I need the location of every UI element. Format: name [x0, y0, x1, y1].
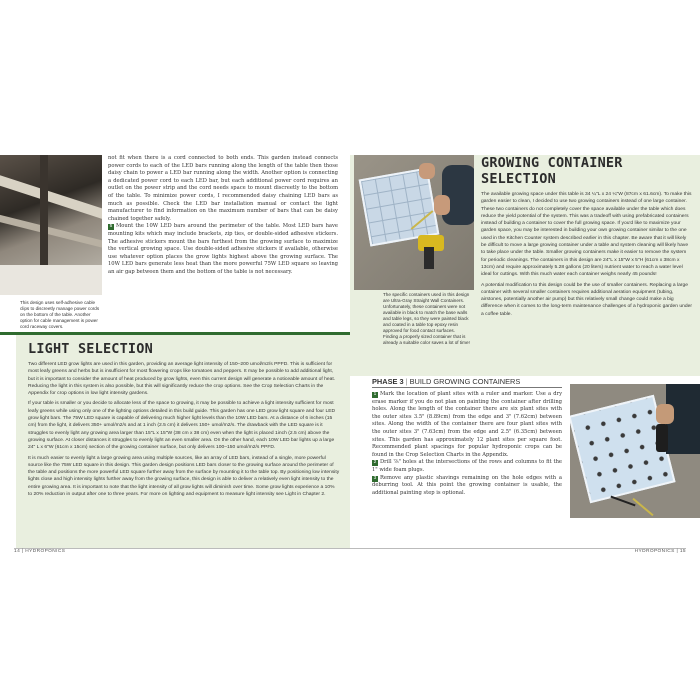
page-footer-left: 14 | HYDROPONICS — [14, 549, 66, 554]
phase-steps — [372, 391, 562, 497]
sidebar-paragraph: The available growing space under this table is 34 ¼"L x 24 ¼"W (87cm x 61.6cm). To make this garden easier to clean, I decided to use two growing containers instead of one large container. These two containers do not completely cover the space available under the table which does reduce the yield potential of the system. This was a tradeoff with using prefabricated containers instead of building a container to cover the full growing space. If you'd like to maximize your garden space, you may be interested in building your own growing container similar to the one used in the Kitchen Counter system described earlier in this chapter. Be aware that it will likely be difficult to move a large growing container under a table and system cleaning will likely have to take place under the table. Smaller growing containers make it easier to remove the system for periodic cleanings. The containers in this design are 24"L x 15"W x 5"H (61cm x 38cm x 13cm) and require approximately 5.28 gallons (20 liters) nutrient water to reach a water level ideal for cuttings. With this much water each container weighs nearly 45 pounds! — [481, 192, 692, 278]
phase-separator: | — [405, 377, 408, 386]
section-title: LIGHT SELECTION — [28, 341, 153, 357]
right-photo-caption: The specific containers used in this design are Ultra-Gray Straight Wall Containers. Unfortunately, these containers were not available in black to match the base walls and table legs, so they were painted black and coated in a table top epoxy resin approved for food contact surfaces. Finding a properly sized container that is already a suitable color saves a lot of time! — [383, 292, 470, 345]
phase-title: BUILD GROWING CONTAINERS — [409, 377, 521, 386]
step-text: Remove any plastic shavings remaining on the hole edges with a deburring tool. At this point the growing container is usable, the additional painting step is optional. — [372, 474, 562, 496]
step-number-badge: 5 — [109, 224, 113, 230]
sidebar-paragraph: Two different LED grow lights are used in this garden, providing an average light intensity of 150–200 umol/m2/s PPFD. This is sufficient for most leafy greens and herbs but is insufficient for most flowering crops like tomatoes and peppers. It may be possible to add additional light, but it is important to consider the amount of heat produced by grow lights, even this current design will generate a noticeable amount of heat. Reducing the light in this system is also possible, but this will significantly reduce the crop options. See the Crop Selection Charts in the Appendix for crop options in low light intensity gardens. — [28, 362, 336, 397]
drilling-container-photo — [354, 155, 474, 290]
deburring-container-photo — [570, 384, 700, 518]
page-footer-right: HYDROPONICS | 15 — [634, 549, 686, 554]
growing-container-text — [481, 155, 693, 321]
step-number-badge: 1 — [373, 392, 377, 397]
light-selection-sidebar — [16, 335, 350, 548]
step-paragraph — [372, 475, 562, 498]
section-title: GROWING CONTAINER SELECTION — [481, 155, 623, 187]
step-number-badge: 3 — [373, 475, 377, 481]
body-paragraph: not fit when there is a cord connected to both ends. This garden instead connects power cords to each of the LED bars running along the length of the table then those daisy chain to power a LED bar running along the width. Another option is connecting a dedicated power cord to each LED bar, but each additional power cord requires an outlet on the power strip and the cord needs space to mount discreetly to the bottom of the table. To minimize power cords, I recommended daisy chaining LED bars as much as possible. Check the LED bar installation manual or contact the light manufacturer to find information on the maximum number of bars that can be daisy chained together safely. — [108, 155, 338, 222]
phase-label: PHASE 3 — [372, 377, 404, 386]
step-paragraph — [372, 459, 562, 474]
cable-clips-photo — [0, 155, 102, 295]
book-spread — [0, 155, 700, 558]
step-number-badge: 2 — [373, 460, 377, 466]
sidebar-paragraph: If your table is smaller or you decide to allocate less of the space to growing, it may be possible to achieve a light intensity sufficient for most leafy greens while using only one of the lighting options detailed in this build guide. This garden has one LED grow light square and four LED grow light bars. The 75W LED square is capable of delivering much higher light levels than the 10W LED bars. At a distance of 6 inches (15 cm) from the light, it delivers 350+ umol/m2/s and at 1 inch (2.5 cm) it delivers 150+ umol/m2/s. The drawback with the LED square is it struggles to evenly light any growing area larger than 15"L x 15"W (38 cm x 38 cm) even when the light is placed 1inch (2.5 cm) above the growing surface. At closer distances it struggles to evenly light an even smaller area. On the other hand, each 10W LED bar lights up a large 24" L x 6"W (61cm x 15cm) section of the growing container surface, but only delivers 100–150 umol/m2/s PPFD. — [28, 401, 336, 451]
phase-heading — [372, 377, 562, 388]
left-body-text — [108, 155, 338, 277]
step-text: Drill ⅞" holes at the intersections of the rows and columns to fit the 1" wide foam plugs. — [372, 459, 562, 473]
sidebar-paragraph: It is much easier to evenly light a large growing area using multiple sources, like an array of LED bars, instead of a single, more powerful source like the 75W LED square in this design. This garden design positions LED bars closer to the growing surface around the perimeter of the table and positions the more powerful LED square further away from the surface by mounting it to the table top. By positioning low intensity lights close and high intensity lights further away from the growing surface, this design is able to deliver a relatively even light intensity to the entire growing area. It is important to note that the light intensity of all grow lights will diminish over time. Some grow lights experience a 10% to 20% reduction in output after one to three years. For more on lighting and equipment to measure light intensity see Light in Chapter 2. — [28, 455, 340, 498]
step-paragraph — [108, 223, 338, 276]
sidebar-paragraph: A potential modification to this design could be the use of smaller containers. Replacing a large container with several smaller containers requires additional aeration equipment (tubing, airstones, potentially another air pump) but this relatively small change could make a big difference when it comes to the long-term maintenance challenges of a hydroponic garden under a coffee table. — [481, 282, 692, 317]
step-paragraph — [372, 391, 562, 459]
left-photo-caption: This design uses self-adhesive cable clips to discreetly manage power cords on the bottom of the table. Another option for cable management is power cord raceway covers. — [20, 300, 100, 329]
step-text: Mark the location of plant sites with a ruler and marker. Use a dry erase marker if you do not plan on painting the container after drilling holes. Along the length of the container there are six plant sites with the outer sites 3.5" (8.89cm) from the edge and 3" (7.62cm) between sites. Along the width of the container there are four plant sites with the outer sites 3" (7.63cm) from the edge and 2.5" (6.35cm) between sites. This garden has approximately 12 plant sites per square foot. Recommended plant spacings for popular hydroponic crops can be found in the Crop Selection Charts in the Appendix. — [372, 391, 562, 458]
step-text: Mount the 10W LED bars around the perimeter of the table. Most LED bars have mounting kits which may include brackets, zip ties, or double-sided adhesive stickers. The adhesive stickers mount the bars furthest from the growing surface to maximize the vertical growing space. Use double-sided adhesive stickers if available, otherwise use whatever option places the grow lights highest above the growing surface. The 10W LED bars generate less heat than the more powerful 75W LED square so leaving an air gap between them and the bottom of the table is not necessary. — [108, 223, 338, 275]
